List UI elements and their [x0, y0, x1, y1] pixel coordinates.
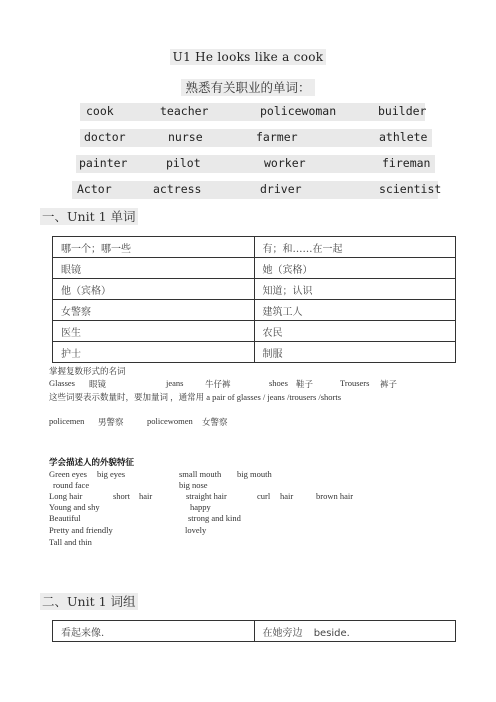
vocab-word: farmer — [256, 130, 298, 144]
vocab-word: pilot — [166, 156, 201, 170]
table-cell: 哪一个；哪一些 — [53, 237, 255, 258]
plural-title: 掌握复数形式的名词 — [49, 366, 126, 376]
vocab-word: Actor — [77, 182, 112, 196]
feature-item: lovely — [185, 525, 207, 535]
vocab-word: builder — [378, 104, 427, 118]
word-table — [52, 236, 456, 363]
vocab-row — [72, 181, 442, 199]
vocab-word: teacher — [160, 104, 209, 118]
table-cell: 她（宾格） — [254, 258, 456, 279]
phrase-table — [52, 620, 456, 642]
features-title: 学会描述人的外貌特征 — [49, 458, 135, 468]
table-cell: 有；和……在一起 — [254, 237, 456, 258]
plural-word: 牛仔裤 — [205, 379, 231, 389]
feature-item: big mouth — [237, 469, 272, 479]
table-cell: 知道；认识 — [254, 279, 456, 300]
feature-item: Tall and thin — [49, 537, 92, 547]
plural-word: 裤子 — [380, 379, 398, 389]
vocab-word: athlete — [379, 130, 428, 144]
feature-item: curl — [257, 491, 271, 501]
table-row — [53, 258, 456, 279]
vocab-word: worker — [264, 156, 306, 170]
vocab-row — [80, 103, 425, 121]
table-cell: 医生 — [53, 321, 255, 342]
feature-item: happy — [190, 502, 211, 512]
police-word: policemen — [49, 416, 85, 426]
feature-item: Young and shy — [49, 502, 100, 512]
table-row — [53, 279, 456, 300]
feature-item: Pretty and friendly — [49, 525, 113, 535]
vocab-word: painter — [79, 156, 128, 170]
table-row — [53, 300, 456, 321]
plural-line — [49, 378, 469, 390]
feature-item: strong and kind — [188, 513, 241, 523]
vocab-word: cook — [86, 104, 114, 118]
feature-item: small mouth — [179, 469, 222, 479]
feature-item: round face — [53, 480, 90, 490]
section-heading-unit1-phrases: 二、Unit 1 词组 — [42, 594, 136, 609]
vocab-word: nurse — [168, 130, 203, 144]
plural-note: 这些词要表示数量时，要加量词 ，通常用 a pair of glasses / jeans /trousers /shorts — [49, 392, 342, 402]
vocab-word: scientist — [379, 182, 442, 196]
feature-item: brown hair — [316, 491, 354, 501]
phrase-cn: 在她旁边 — [262, 627, 303, 639]
vocab-word: driver — [260, 182, 302, 196]
feature-item: Green eyes — [49, 469, 87, 479]
feature-item: big nose — [179, 480, 208, 490]
table-row — [53, 342, 456, 363]
table-cell: 女警察 — [53, 300, 255, 321]
plural-word: shoes — [269, 378, 288, 388]
plural-word: Trousers — [340, 378, 370, 388]
table-row — [53, 321, 456, 342]
feature-item: big eyes — [97, 469, 126, 479]
table-row — [53, 621, 456, 642]
vocab-word: policewoman — [260, 104, 337, 118]
feature-item: hair — [280, 491, 294, 501]
plural-word: Glasses — [49, 378, 75, 388]
feature-item: straight hair — [186, 491, 227, 501]
feature-item: Beautiful — [49, 513, 81, 523]
features-block — [49, 469, 389, 569]
section-heading-unit1-words: 一、Unit 1 单词 — [42, 209, 136, 224]
page-title: U1 He looks like a cook — [0, 50, 496, 64]
table-row — [53, 237, 456, 258]
vocab-word: doctor — [84, 130, 126, 144]
feature-item: short — [113, 491, 130, 501]
police-word: 女警察 — [202, 417, 228, 427]
table-cell — [254, 621, 456, 642]
vocab-word: fireman — [382, 156, 431, 170]
page-subtitle: 熟悉有关职业的单词： — [0, 78, 496, 96]
table-cell: 眼镜 — [53, 258, 255, 279]
plural-word: jeans — [166, 378, 184, 388]
vocab-row — [76, 155, 435, 173]
table-cell: 他（宾格） — [53, 279, 255, 300]
plural-word: 眼镜 — [89, 379, 107, 389]
table-cell: 农民 — [254, 321, 456, 342]
feature-item: Long hair — [49, 491, 83, 501]
vocab-word: actress — [153, 182, 202, 196]
police-word: policewomen — [147, 416, 193, 426]
table-cell: 看起来像. — [53, 621, 255, 642]
police-line — [49, 416, 349, 428]
table-cell: 建筑工人 — [254, 300, 456, 321]
phrase-en: beside. — [313, 627, 350, 639]
plural-word: 鞋子 — [296, 379, 314, 389]
vocab-row — [80, 129, 432, 147]
table-cell: 护士 — [53, 342, 255, 363]
police-word: 男警察 — [98, 417, 124, 427]
feature-item: hair — [139, 491, 153, 501]
table-cell: 制服 — [254, 342, 456, 363]
